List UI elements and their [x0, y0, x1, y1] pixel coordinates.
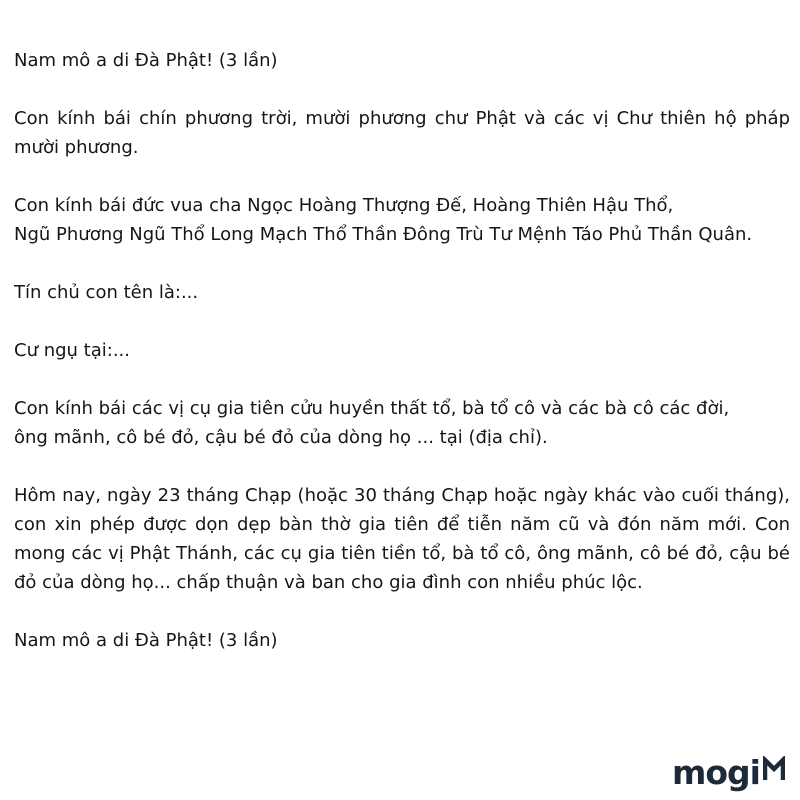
mogi-logo: [672, 750, 785, 794]
prayer-document: [14, 46, 790, 684]
closing-invocation: Nam mô a di Đà Phật! (3 lần): [14, 630, 278, 651]
paragraph-homage-ancestors: [14, 394, 790, 452]
paragraph-line: ông mãnh, cô bé đỏ, cậu bé đỏ của dòng họ ... tại (địa chỉ).: [14, 427, 548, 448]
paragraph-line: Con kính bái đức vua cha Ngọc Hoàng Thượng Đế, Hoàng Thiên Hậu Thổ,: [14, 195, 674, 216]
paragraph-line: Con kính bái các vị cụ gia tiên cửu huyền thất tổ, bà tổ cô và các bà cô các đời,: [14, 398, 730, 419]
opening-invocation: Nam mô a di Đà Phật! (3 lần): [14, 50, 278, 71]
mogi-logo-text: mogi: [672, 752, 760, 792]
paragraph-homage-deities: [14, 191, 790, 249]
mogi-m-mark-icon: [763, 756, 785, 782]
devotee-name-line: Tín chủ con tên là:...: [14, 282, 199, 303]
devotee-address-line: Cư ngụ tại:...: [14, 340, 130, 361]
paragraph-homage-buddhas: Con kính bái chín phương trời, mười phương chư Phật và các vị Chư thiên hộ pháp mười phương.: [14, 108, 790, 158]
paragraph-request: Hôm nay, ngày 23 tháng Chạp (hoặc 30 tháng Chạp hoặc ngày khác vào cuối tháng), con xin phép được dọn dẹp bàn thờ gia tiên để tiễn năm cũ và đón năm mới. Con mong các vị Phật Thánh, các cụ gia tiên tiền tổ, bà tổ cô, ông mãnh, cô bé đỏ, cậu bé đỏ của dòng họ... chấp thuận và ban cho gia đình con nhiều phúc lộc.: [14, 485, 790, 593]
paragraph-line: Ngũ Phương Ngũ Thổ Long Mạch Thổ Thần Đông Trù Tư Mệnh Táo Phủ Thần Quân.: [14, 224, 753, 245]
